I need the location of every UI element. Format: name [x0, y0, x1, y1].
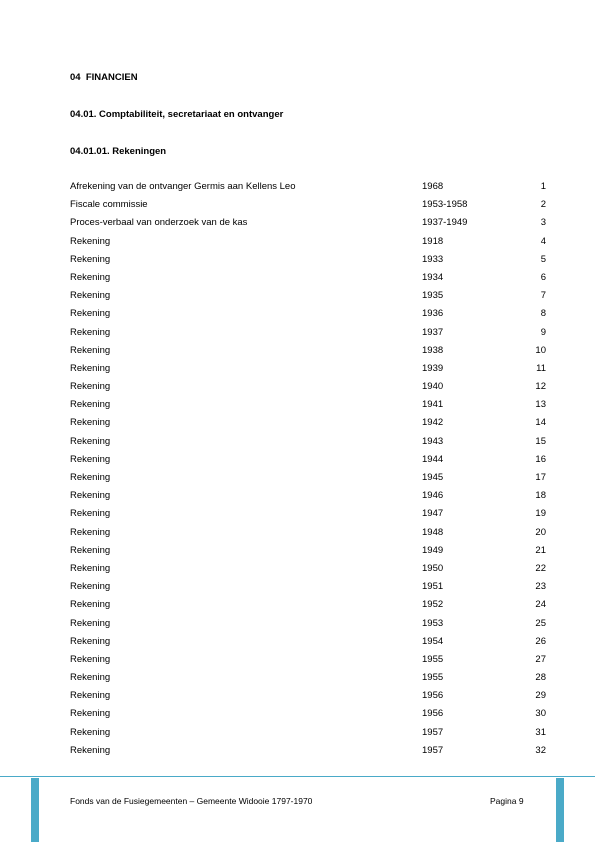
item-number: 7 — [540, 290, 546, 302]
item-description: Rekening — [70, 599, 111, 611]
item-year: 1939 — [422, 362, 444, 374]
item-year: 1957 — [422, 744, 444, 756]
item-number: 16 — [535, 453, 546, 465]
list-item — [70, 563, 546, 581]
item-number: 3 — [540, 217, 546, 229]
item-number: 26 — [535, 635, 546, 647]
item-description: Rekening — [70, 653, 111, 665]
list-item — [70, 654, 546, 672]
item-number: 30 — [535, 708, 546, 720]
item-description: Rekening — [70, 617, 111, 629]
item-number: 10 — [535, 344, 546, 356]
item-year: 1943 — [422, 435, 444, 447]
item-year: 1957 — [422, 726, 444, 738]
list-item — [70, 672, 546, 690]
item-description: Rekening — [70, 562, 111, 574]
list-item — [70, 618, 546, 636]
list-item — [70, 272, 546, 290]
item-year: 1951 — [422, 581, 444, 593]
item-year: 1938 — [422, 344, 444, 356]
list-item — [70, 417, 546, 435]
item-number: 18 — [535, 490, 546, 502]
list-item — [70, 454, 546, 472]
item-description: Rekening — [70, 253, 111, 265]
item-number: 2 — [540, 199, 546, 211]
item-year: 1937-1949 — [422, 217, 468, 229]
list-item — [70, 490, 546, 508]
footer-right-accent-bar — [556, 778, 564, 842]
list-item — [70, 690, 546, 708]
item-description: Rekening — [70, 308, 111, 320]
list-item — [70, 217, 546, 235]
item-number: 31 — [535, 726, 546, 738]
item-number: 13 — [535, 399, 546, 411]
footer-divider — [0, 776, 595, 777]
item-description: Fiscale commissie — [70, 199, 148, 211]
item-number: 9 — [540, 326, 546, 338]
item-number: 23 — [535, 581, 546, 593]
item-year: 1947 — [422, 508, 444, 520]
item-number: 6 — [540, 271, 546, 283]
inventory-list — [70, 181, 546, 763]
item-year: 1935 — [422, 290, 444, 302]
item-year: 1933 — [422, 253, 444, 265]
list-item — [70, 472, 546, 490]
list-item — [70, 254, 546, 272]
item-description: Rekening — [70, 544, 111, 556]
item-number: 25 — [535, 617, 546, 629]
list-item — [70, 290, 546, 308]
item-year: 1949 — [422, 544, 444, 556]
item-description: Rekening — [70, 744, 111, 756]
item-year: 1956 — [422, 708, 444, 720]
item-number: 5 — [540, 253, 546, 265]
item-year: 1946 — [422, 490, 444, 502]
item-description: Rekening — [70, 362, 111, 374]
footer-left-accent-bar — [31, 778, 39, 842]
item-year: 1936 — [422, 308, 444, 320]
item-year: 1956 — [422, 690, 444, 702]
item-description: Rekening — [70, 726, 111, 738]
list-item — [70, 708, 546, 726]
list-item — [70, 599, 546, 617]
item-description: Rekening — [70, 453, 111, 465]
item-year: 1944 — [422, 453, 444, 465]
list-item — [70, 508, 546, 526]
item-year: 1918 — [422, 235, 444, 247]
item-description: Rekening — [70, 490, 111, 502]
item-year: 1955 — [422, 653, 444, 665]
item-description: Rekening — [70, 344, 111, 356]
item-description: Rekening — [70, 708, 111, 720]
item-description: Rekening — [70, 435, 111, 447]
item-description: Afrekening van de ontvanger Germis aan Kellens Leo — [70, 181, 296, 192]
list-item — [70, 363, 546, 381]
item-number: 1 — [540, 181, 546, 192]
item-description: Rekening — [70, 690, 111, 702]
list-item — [70, 181, 546, 199]
section-heading: 04 FINANCIEN — [70, 72, 138, 83]
item-year: 1950 — [422, 562, 444, 574]
item-description: Rekening — [70, 526, 111, 538]
list-item — [70, 436, 546, 454]
list-item — [70, 399, 546, 417]
list-item — [70, 236, 546, 254]
item-year: 1934 — [422, 271, 444, 283]
item-number: 32 — [535, 744, 546, 756]
item-number: 12 — [535, 381, 546, 393]
subsubsection-heading: 04.01.01. Rekeningen — [70, 146, 167, 157]
item-number: 28 — [535, 672, 546, 684]
item-number: 21 — [535, 544, 546, 556]
footer-fonds-title: Fonds van de Fusiegemeenten – Gemeente Widooie 1797-1970 — [70, 796, 313, 806]
item-description: Rekening — [70, 290, 111, 302]
item-number: 11 — [536, 362, 546, 374]
item-number: 27 — [535, 653, 546, 665]
subsection-heading: 04.01. Comptabiliteit, secretariaat en ontvanger — [70, 109, 284, 120]
item-description: Rekening — [70, 672, 111, 684]
item-number: 29 — [535, 690, 546, 702]
item-year: 1948 — [422, 526, 444, 538]
item-number: 4 — [540, 235, 546, 247]
item-number: 17 — [535, 472, 546, 483]
item-year: 1937 — [422, 326, 444, 338]
item-description: Rekening — [70, 235, 111, 247]
item-year: 1941 — [422, 399, 444, 411]
item-description: Rekening — [70, 581, 111, 593]
item-description: Rekening — [70, 399, 111, 411]
item-year: 1952 — [422, 599, 444, 611]
list-item — [70, 545, 546, 563]
item-description: Rekening — [70, 417, 111, 429]
list-item — [70, 745, 546, 763]
list-item — [70, 381, 546, 399]
item-number: 20 — [535, 526, 546, 538]
list-item — [70, 527, 546, 545]
item-number: 8 — [540, 308, 546, 320]
item-year: 1942 — [422, 417, 444, 429]
item-year: 1953 — [422, 617, 444, 629]
item-year: 1968 — [422, 181, 444, 192]
list-item — [70, 581, 546, 599]
item-description: Rekening — [70, 381, 111, 393]
item-year: 1940 — [422, 381, 444, 393]
item-year: 1955 — [422, 672, 444, 684]
item-description: Proces-verbaal van onderzoek van de kas — [70, 217, 248, 229]
list-item — [70, 199, 546, 217]
list-item — [70, 327, 546, 345]
list-item — [70, 636, 546, 654]
item-year: 1953-1958 — [422, 199, 468, 211]
item-description: Rekening — [70, 271, 111, 283]
item-number: 22 — [535, 562, 546, 574]
item-year: 1954 — [422, 635, 444, 647]
footer-page-number: Pagina 9 — [490, 796, 524, 806]
item-number: 19 — [535, 508, 546, 520]
item-year: 1945 — [422, 472, 444, 483]
item-number: 15 — [535, 435, 546, 447]
item-description: Rekening — [70, 472, 111, 483]
item-number: 14 — [535, 417, 546, 429]
list-item — [70, 308, 546, 326]
list-item — [70, 345, 546, 363]
list-item — [70, 727, 546, 745]
item-description: Rekening — [70, 635, 111, 647]
item-description: Rekening — [70, 508, 111, 520]
item-description: Rekening — [70, 326, 111, 338]
item-number: 24 — [535, 599, 546, 611]
